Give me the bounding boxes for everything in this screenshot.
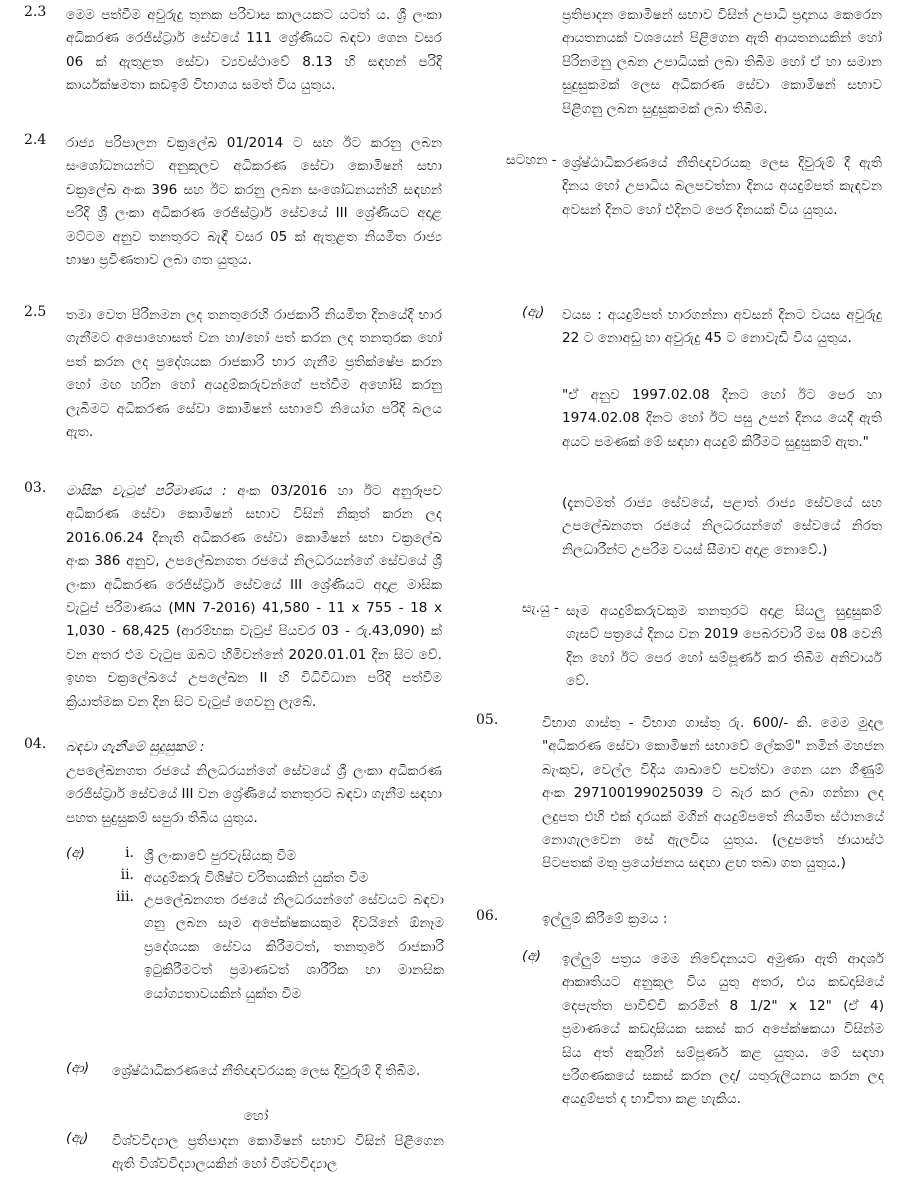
sub-text: ශ්‍රේෂ්ඨාධිකරණයේ නීතිඥවරයකු ලෙස දිවුරුම් දී තිබීම. <box>112 1063 421 1079</box>
roman-numeral: i. <box>125 845 134 861</box>
age-text: අයදුම්පත් භාරගන්නා අවසන් දිනට වයස අවුරුදු 22 ට නොඅඩු හා අවුරුදු 45 ට නොවැඩි විය යුතුය. <box>562 307 882 347</box>
section-heading: විභාග ගාස්තු - <box>542 715 634 731</box>
section-number: 2.5 <box>24 304 47 320</box>
section-heading: ඉල්ලුම් කිරීමේ ක්‍රමය : <box>542 911 668 927</box>
list-item-text: ශ්‍රී ලංකාවේ පුරවැසියකු වීම <box>144 848 297 864</box>
list-item-text: අයදුම්කරු විශිෂ්ට චරිතයකින් යුක්ත වීම <box>144 870 369 886</box>
sub-label: (ආ) <box>66 1060 90 1076</box>
section-number: 2.3 <box>24 4 47 20</box>
list-item-text: උපලේඛනගත රජයේ නිලධරයන්ගේ සේවයට බඳවා ගනු ලබන සෑම අපේක්ෂකයකුම දිවයිනේ ඕනෑම ප්‍රදේශයක සේවය කිරීමටත්, තනතුරේ රාජකාරි ඉටුකිරීමටත් ප්‍රමාණවත් ශාරීරික හා මානසික යෝග්‍යතාවයකින් යුක්ත වීම <box>144 892 444 1002</box>
section-text: මෙම පත්වීම අවුරුදු තුනක පරිවාස කාලයකට යටත් ය. ශ්‍රී ලංකා අධිකරණ රෙජිස්ට්‍රාර් සේවයේ 111 ශ්‍රේණියට බඳවා ගෙන වසර 06 ක් ඇතුළත සේවා ව්‍යවස්ථාවේ 8.13 හි සඳහන් පරිදි කාර්යක්ෂමතා කඩඉම් විභාගය සමත් විය යුතුය. <box>66 7 442 94</box>
section-number: 03. <box>24 480 47 496</box>
roman-numeral: iii. <box>116 889 134 905</box>
sub-label: (ඇ) <box>522 304 545 320</box>
note-label: සටහන - <box>506 152 557 168</box>
note-label: සැ.යු - <box>522 600 559 616</box>
qualification-continuation: ප්‍රතිපාදන කොමිෂන් සභාව විසින් උපාධි ප්‍රදානය කෙරෙන ආයතනයක් වශයෙන් පිළිගෙන ඇති ආයතනයකින් හෝ පිරිනමනු ලබන උපාධියක් ලබා තිබීම හෝ ඒ හා සමාන සුදුසුකමක් ලෙස අධිකරණ සේවා කොමිෂන් සභාව පිළිගනු ලබන සුදුසුකමක් ලබා තිබීම. <box>562 7 882 117</box>
sub-label: (අ) <box>522 948 541 964</box>
section-body <box>542 712 884 876</box>
age-body <box>562 304 882 351</box>
sub-text: ඉල්ලුම් පත්‍රය මෙම නිවේදනයට අමුණා ඇති ආදර්ශ ආකෘතියට අනුකූල විය යුතු අතර, එය කඩදාසියේ දෙපැත්ත පාවිච්චි කරමින් 8 1/2" x 12" (ඒ 4) ප්‍රමාණයේ කඩදාසියක සකස් කර අපේක්ෂකයා විසින්ම සිය අත් අකුරින් සම්පූර්ණ කළ යුතුය. මේ සඳහා පරිගණකයේ සකස් කරන ලද/ යතුරුලියනය කරන ලද අයදුම්පත් ද භාවිතා කළ හැකිය. <box>562 951 884 1108</box>
note-text: ශ්‍රේෂ්ඨාධිකරණයේ නීතිඥවරයකු ලෙස දිවුරුම් දී ඇති දිනය හෝ උපාධිය බලපවත්නා දිනය අයදුම්පත් කැඳවන අවසන් දිනට හෝ එදිනට පෙර දිනයක් විය යුතුය. <box>562 155 882 218</box>
section-text: තමා වෙත පිරිනමන ලද තනතුරෙහි රාජකාරි නියමිත දිනයේදී භාර ගැනීමට අපොහොසත් වන හා/හෝ පත් කරන ලද තනතුරක හෝ පත් කරන ලද ප්‍රදේශයක රාජකාරි භාර ගැනීම ප්‍රතික්ෂේප කරන හෝ මඟ හරින හෝ අයදුම්කරුවන්ගේ පත්වීම අහෝසි කරනු ලැබීමට අධිකරණ සේවා කොමිෂන් සභාවේ නියෝග පරිදි බලය ඇත. <box>66 307 442 441</box>
note-text: සෑම අයදුම්කරුවකුම තනතුරට අදාළ සියලු සුදුසුකම් ගැසට් පත්‍රයේ දිනය වන 2019 පෙබරවාරි මස 08 වෙනි දින හෝ ඊට පෙර හෝ සම්පූර්ණ කර තිබීම අනිවාර්ය වේ. <box>566 603 882 690</box>
age-quote: "ඒ අනුව 1997.02.08 දිනට හෝ ඊට පෙර හා 1974.02.08 දිනට හෝ ඊට පසු උපන් දිනය යෙදී ඇති අයට පමණක් මේ සඳහා අයදුම් කිරීමට සුදුසුකම් ඇත." <box>562 387 882 450</box>
section-number: 2.4 <box>24 132 47 148</box>
section-heading: මාසික වැටුප් පරිමාණය : <box>66 483 227 499</box>
section-heading: බඳවා ගැනීමේ සුදුසුකම් : <box>66 739 205 755</box>
section-body <box>66 480 442 714</box>
roman-numeral: ii. <box>120 867 134 883</box>
section-text: අංක 03/2016 හා ඊට අනුරූපව අධිකරණ සේවා කොමිෂන් සභාව විසින් නිකුත් කරන ලද 2016.06.24 දිනැති අධිකරණ සේවා කොමිෂන් සභා චක්‍රලේඛ අංක 386 අනුව, උපලේඛනගත රජයේ නිලධරයන්ගේ සේවයේ ශ්‍රී ලංකා අධිකරණ රෙජිස්ට්‍රාර් සේවයේ III ශ්‍රේණියට අදාළ මාසික වැටුප් පරිමාණය (MN 7-2016) 41,580 - 11 x 755 - 18 x 1,030 - 68,425 (ආරම්භක වැටුප් පියවර 03 - රු.43,090) ක් වන අතර එම වැටුප ඔබට හිමිවන්නේ 2020.01.01 දින සිට වේ. ඉහත චක්‍රලේඛයේ උපලේඛන II හි විධිවිධාන පරිදි පත්වීම ක්‍රියාත්මක වන දින සිට වැටුප් ගෙවනු ලැබේ. <box>66 483 442 710</box>
age-note: (දැනටමත් රාජ්‍ය සේවයේ, පළාත් රාජ්‍ය සේවයේ සහ උපලේඛනගත රජයේ නිලධරයන්ගේ සේවයේ නිරත නිලධාරීන්ට උපරිම වයස් සීමාව අදාළ නොවේ.) <box>562 495 882 558</box>
section-text: රාජ්‍ය පරිපාලන චක්‍රලේඛ 01/2014 ට සහ ඊට කරනු ලබන සංශෝධනයන්ට අනුකූලව අධිකරණ සේවා කොමිෂන් සභා චක්‍රලේඛ අංක 396 සහ ඊට කරනු ලබන සංශෝධනයන්හි සඳහන් පරිදි ශ්‍රී ලංකා අධිකරණ රෙජිස්ට්‍රාර් සේවයේ III ශ්‍රේණියට අදාළ මට්ටම අනුව තනතුරට බැඳී වසර 05 ක් ඇතුළත නියමිත රාජ්‍ය භාෂා ප්‍රවීණතාව ලබා ගත යුතුය. <box>66 135 442 269</box>
section-number: 05. <box>476 712 499 728</box>
sub-label: (ඇ) <box>66 1130 89 1146</box>
section-text: උපලේඛනගත රජයේ නිලධරයන්ගේ සේවයේ ශ්‍රී ලංකා අධිකරණ රෙජිස්ට්‍රාර් සේවයේ III වන ශ්‍රේණියේ තනතුරට බඳවා ගැනීම සඳහා පහත සුදුසුකම් සපුරා තිබිය යුතුය. <box>66 763 442 826</box>
sub-text: විශ්වවිද්‍යාල ප්‍රතිපාදන කොමිෂන් සභාව විසින් පිළිගෙන ඇති විශ්වවිද්‍යාලයකින් හෝ විශ්වවිද්‍යාල <box>112 1133 444 1173</box>
or-text: හෝ <box>243 1108 269 1124</box>
sub-label: (අ) <box>66 845 85 861</box>
section-number: 04. <box>24 736 47 752</box>
age-heading: වයස : <box>562 307 602 323</box>
section-number: 06. <box>476 908 499 924</box>
section-text: විභාග ගාස්තු රු. 600/- කි. මෙම මුදල "අධිකරණ සේවා කොමිෂන් සභාවේ ලේකම්" නමින් මහජන බැංකුව, වෙල්ල විදිය ශාඛාවේ පවත්වා ගෙන යන ගිණුම් අංක 297100199025039 ට බැර කර ලබා ගන්නා ලද ලදුපත එහි එක් දාරයක් මගින් අයදුම්පතේ නියමිත ස්ථානයේ නොගැලවෙන සේ ඇලවිය යුතුය. (ලදුපතේ ඡායාස්ථ පිටපතක් මතු ප්‍රයෝජනය සඳහා ළඟ තබා ගත යුතුය.) <box>542 715 884 872</box>
